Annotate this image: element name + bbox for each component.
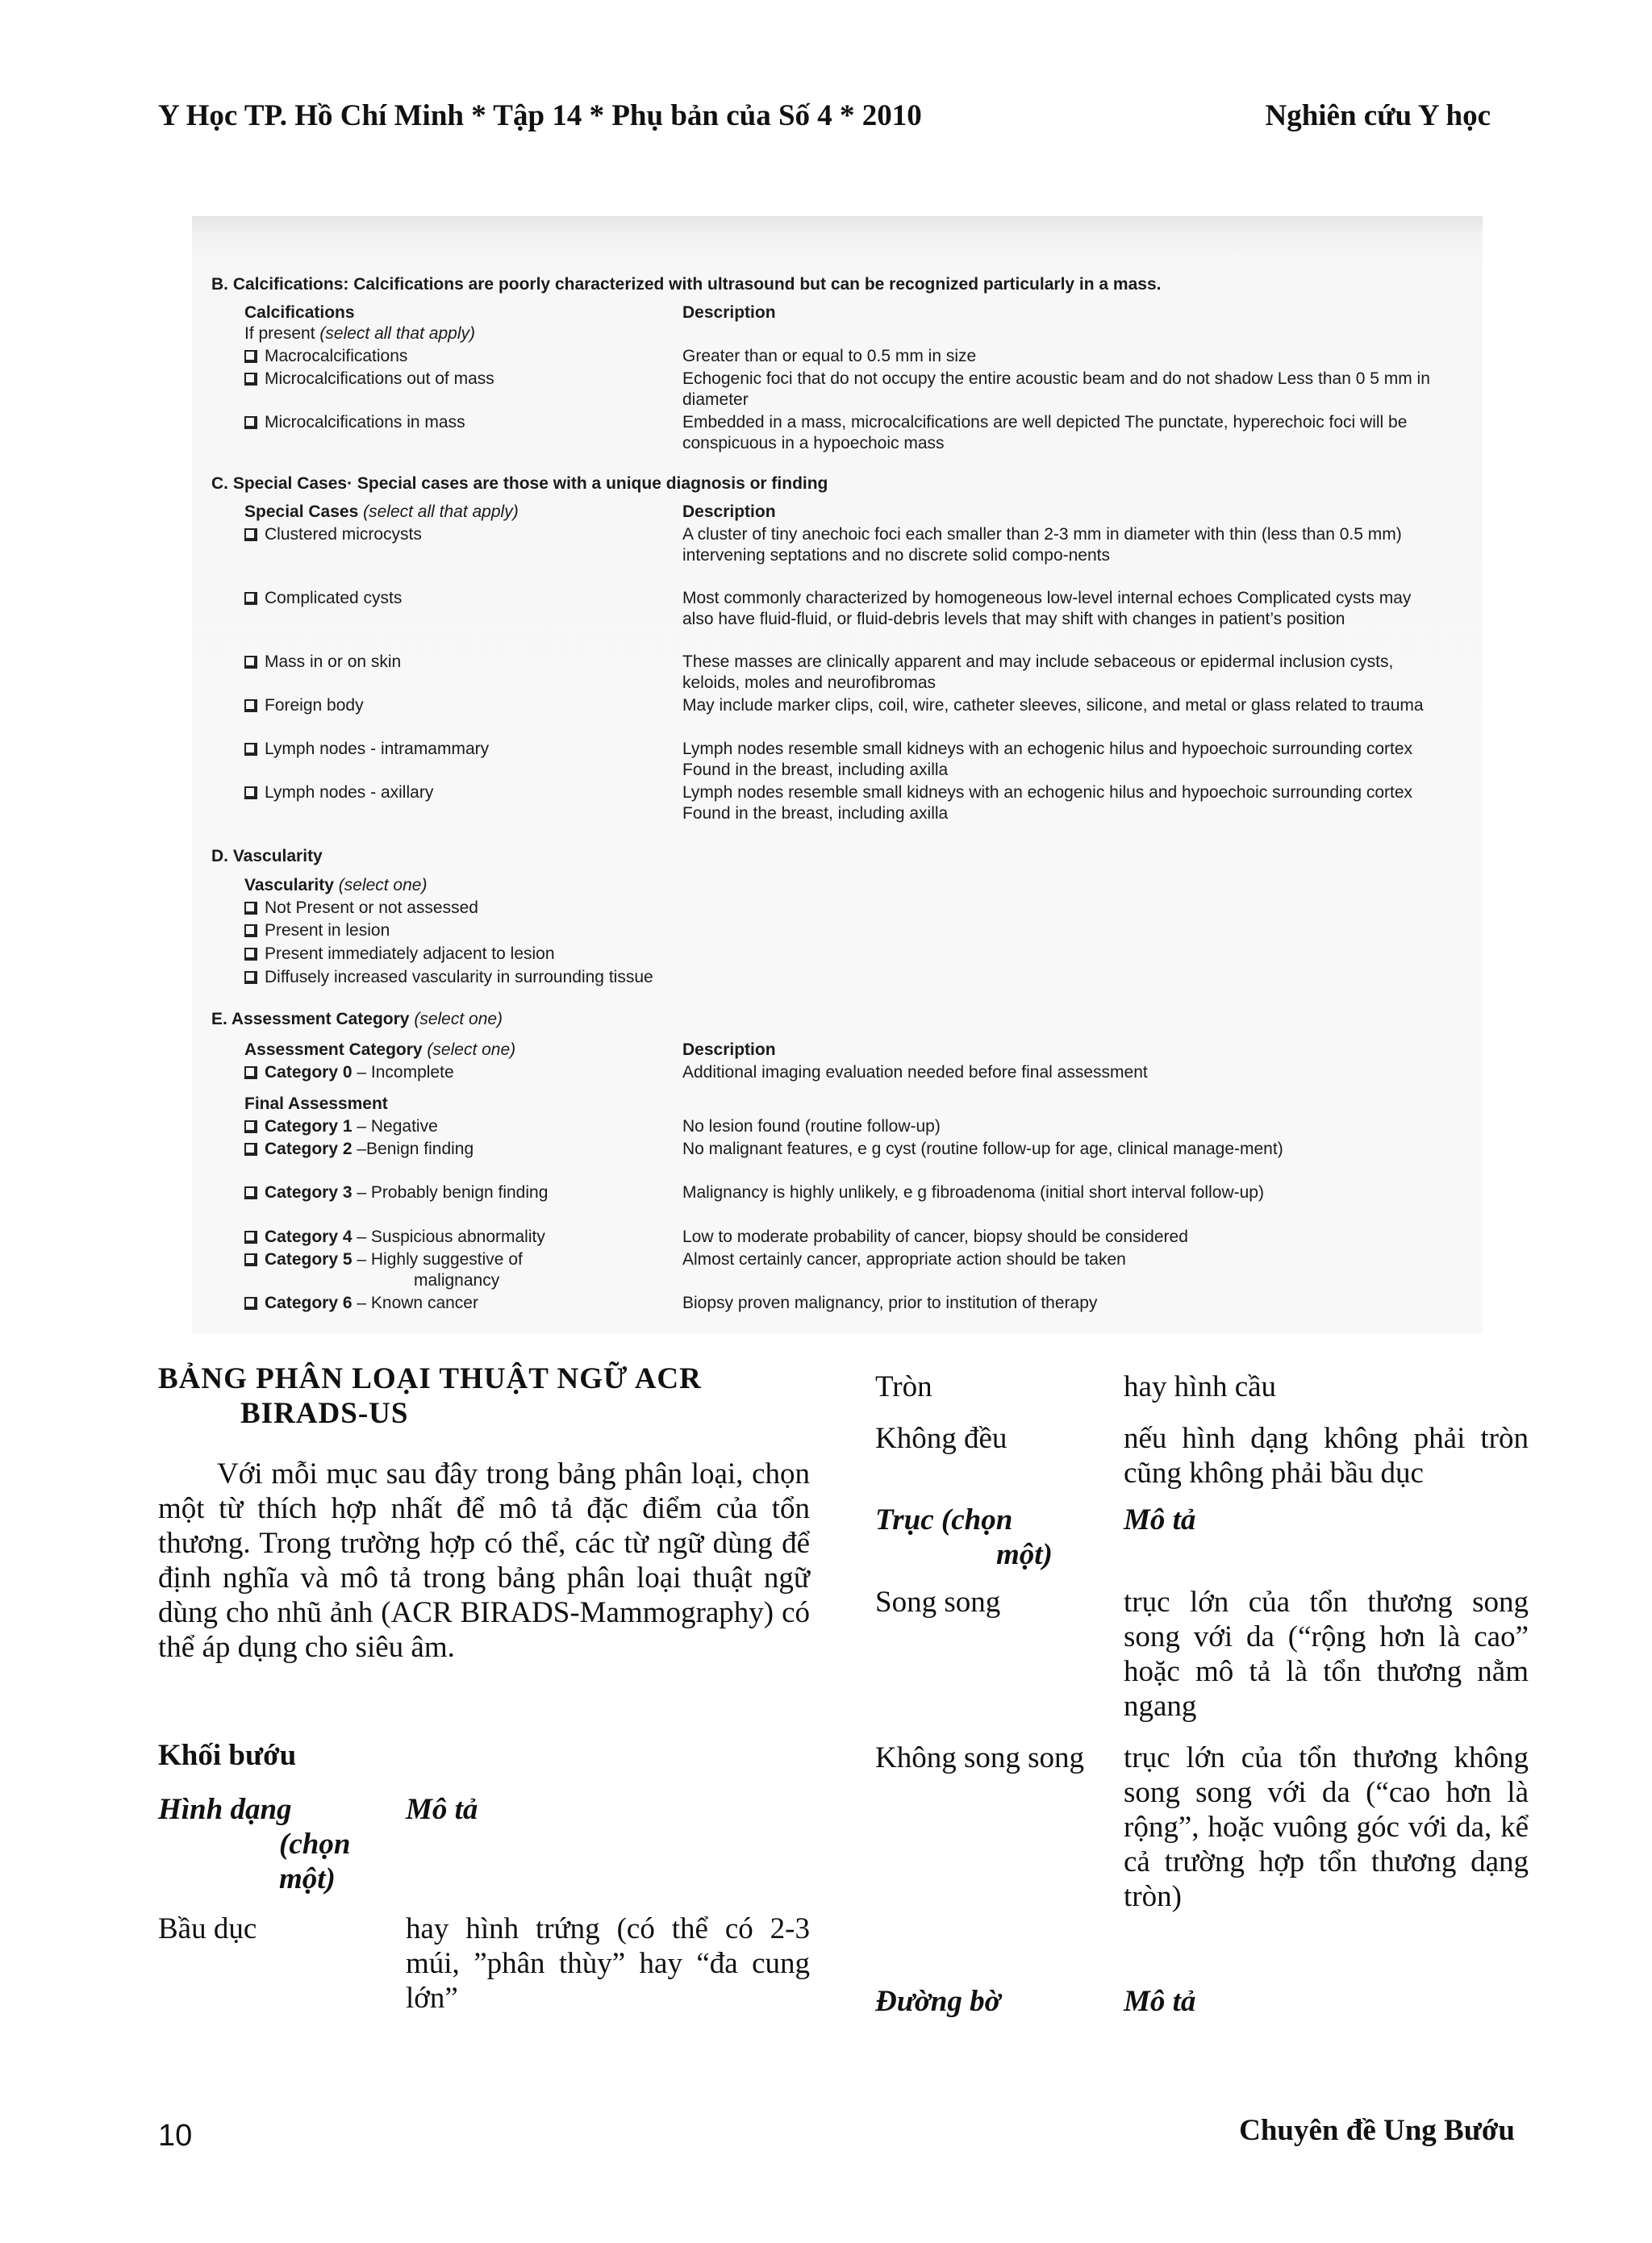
b-note: If present (select all that apply) <box>244 324 475 343</box>
checkbox-icon[interactable] <box>244 1143 257 1156</box>
checkbox-icon[interactable] <box>244 592 257 605</box>
heading-line-2: BIRADS-US <box>240 1397 409 1430</box>
checkbox-icon[interactable] <box>244 786 257 799</box>
e-item-cat1[interactable]: Category 1 – Negative <box>244 1116 438 1137</box>
checkbox-icon[interactable] <box>244 416 257 429</box>
page-number: 10 <box>158 2119 193 2153</box>
checkbox-icon[interactable] <box>244 350 257 363</box>
footer-topic: Chuyên đề Ung Bướu <box>1239 2114 1515 2147</box>
term-parallel: Song song <box>875 1586 1001 1619</box>
checkbox-icon[interactable] <box>244 1297 257 1310</box>
checkbox-icon[interactable] <box>244 656 257 669</box>
c-item-skin[interactable]: Mass in or on skin <box>244 652 401 673</box>
b-desc-micro-out: Echogenic foci that do not occupy the entire acoustic beam and do not shadow Less than 0 5 mm in diameter <box>682 369 1430 409</box>
c-item-microcysts[interactable]: Clustered microcysts <box>244 524 422 545</box>
checkbox-icon[interactable] <box>244 1066 257 1079</box>
e-desc-cat5: Almost certainly cancer, appropriate action should be taken <box>682 1250 1126 1269</box>
checkbox-icon[interactable] <box>244 1186 257 1199</box>
c-desc-microcysts: A cluster of tiny anechoic foci each smaller than 2-3 mm in diameter with thin (less than 0.5 mm) intervening septations and no discrete solid compo-nents <box>682 525 1402 565</box>
margin-header: Đường bờ <box>875 1985 1001 2018</box>
e-final-assessment: Final Assessment <box>244 1094 388 1113</box>
b-item-macro[interactable]: Macrocalcifications <box>244 346 407 367</box>
e-desc-cat1: No lesion found (routine follow-up) <box>682 1117 941 1136</box>
term-nonparallel: Không song song <box>875 1741 1085 1774</box>
intro-paragraph: Với mỗi mục sau đây trong bảng phân loại, chọn một từ thích hợp nhất để mô tả đặc điểm của tổn thương. Trong trường hợp có thể, các từ ngữ dùng để định nghĩa và mô tả trong bảng phân loại thuật ngữ dùng cho nhũ ảnh (ACR BIRADS-Mammography) có thể áp dụng cho siêu âm. <box>158 1457 810 1664</box>
d-col1-header: Vascularity (select one) <box>244 876 428 894</box>
desc-round: hay hình cầu <box>1124 1370 1277 1403</box>
c-desc-skin: These masses are clinically apparent and may include sebaceous or epidermal inclusion cysts, keloids, moles and neurofibromas <box>682 652 1394 692</box>
e-desc-cat0: Additional imaging evaluation needed before final assessment <box>682 1063 1148 1082</box>
c-item-lymph-axillary[interactable]: Lymph nodes - axillary <box>244 782 433 803</box>
term-round: Tròn <box>875 1370 932 1403</box>
desc-nonparallel: trục lớn của tổn thương không song song với da (“cao hơn là rộng”, hoặc vuông góc với da, kể cả trường hợp tổn thương dạng tròn) <box>1124 1741 1529 1913</box>
c-item-foreign[interactable]: Foreign body <box>244 695 364 716</box>
shape-desc-header: Mô tả <box>406 1793 478 1826</box>
margin-desc-header: Mô tả <box>1124 1985 1196 2018</box>
section-c-title: C. Special Cases· Special cases are those with a unique diagnosis or finding <box>211 474 828 493</box>
e-col2-header: Description <box>682 1040 776 1059</box>
heading-line-1: BẢNG PHÂN LOẠI THUẬT NGỮ ACR <box>158 1362 702 1395</box>
shape-header: Hình dạng (chọn một) <box>158 1793 351 1895</box>
desc-oval: hay hình trứng (có thể có 2-3 múi, ”phân thùy” hay “đa cung lớn” <box>406 1912 810 2015</box>
section-b-title: B. Calcifications: Calcifications are poorly characterized with ultrasound but can be recognized particularly in a mass. <box>211 275 1162 294</box>
e-desc-cat4: Low to moderate probability of cancer, biopsy should be considered <box>682 1228 1188 1246</box>
e-item-cat0[interactable]: Category 0 – Incomplete <box>244 1062 454 1083</box>
b-desc-macro: Greater than or equal to 0.5 mm in size <box>682 347 977 365</box>
e-desc-cat3: Malignancy is highly unlikely, e g fibroadenoma (initial short interval follow-up) <box>682 1183 1264 1202</box>
section-d-title: D. Vascularity <box>211 847 323 865</box>
d-item-0[interactable]: Not Present or not assessed <box>244 898 478 919</box>
term-irregular: Không đều <box>875 1422 1007 1455</box>
checkbox-icon[interactable] <box>244 948 257 961</box>
desc-parallel: trục lớn của tổn thương song song với da (“rộng hơn là cao” hoặc mô tả là tổn thương nằm ngang <box>1124 1586 1529 1723</box>
c-col1-header: Special Cases (select all that apply) <box>244 502 519 521</box>
checkbox-icon[interactable] <box>244 699 257 712</box>
subheading-khoi-buou: Khối bướu <box>158 1739 297 1772</box>
checkbox-icon[interactable] <box>244 924 257 937</box>
e-item-cat5[interactable]: Category 5 – Highly suggestive of <box>244 1249 523 1270</box>
e-item-cat2[interactable]: Category 2 –Benign finding <box>244 1139 473 1160</box>
c-col2-header: Description <box>682 502 776 521</box>
c-desc-foreign: May include marker clips, coil, wire, catheter sleeves, silicone, and metal or glass related to trauma <box>682 696 1424 715</box>
section-header: Nghiên cứu Y học <box>1265 99 1491 132</box>
c-item-complicated[interactable]: Complicated cysts <box>244 588 402 609</box>
e-desc-cat2: No malignant features, e g cyst (routine follow-up for age, clinical manage-ment) <box>682 1140 1283 1158</box>
checkbox-icon[interactable] <box>244 971 257 984</box>
e-item-cat6[interactable]: Category 6 – Known cancer <box>244 1293 478 1314</box>
term-oval: Bầu dục <box>158 1912 257 1945</box>
b-col1-header: Calcifications <box>244 303 355 322</box>
journal-header: Y Học TP. Hồ Chí Minh * Tập 14 * Phụ bản của Số 4 * 2010 <box>158 99 922 132</box>
checkbox-icon[interactable] <box>244 902 257 915</box>
b-desc-micro-in: Embedded in a mass, microcalcifications are well depicted The punctate, hyperechoic foci will be conspicuous in a hypoechoic mass <box>682 413 1408 452</box>
scanned-birads-table <box>192 216 1483 1333</box>
checkbox-icon[interactable] <box>244 528 257 541</box>
b-item-micro-out[interactable]: Microcalcifications out of mass <box>244 369 494 390</box>
section-heading <box>158 1361 810 1431</box>
b-item-micro-in[interactable]: Microcalcifications in mass <box>244 412 465 433</box>
e-desc-cat6: Biopsy proven malignancy, prior to institution of therapy <box>682 1294 1098 1312</box>
checkbox-icon[interactable] <box>244 1231 257 1244</box>
e-item-cat4[interactable]: Category 4 – Suspicious abnormality <box>244 1227 545 1248</box>
checkbox-icon[interactable] <box>244 1120 257 1133</box>
checkbox-icon[interactable] <box>244 373 257 386</box>
c-item-lymph-intra[interactable]: Lymph nodes - intramammary <box>244 739 489 760</box>
e-col1-header: Assessment Category (select one) <box>244 1040 516 1059</box>
c-desc-lymph-axillary: Lymph nodes resemble small kidneys with an echogenic hilus and hypoechoic surrounding cortex Found in the breast, including axilla <box>682 783 1413 823</box>
d-item-1[interactable]: Present in lesion <box>244 920 390 941</box>
b-col2-header: Description <box>682 303 776 322</box>
e-item-cat3[interactable]: Category 3 – Probably benign finding <box>244 1182 548 1203</box>
axis-header: Trục (chọn một) <box>875 1503 1053 1571</box>
desc-irregular: nếu hình dạng không phải tròn cũng không phải bầu dục <box>1124 1422 1529 1490</box>
section-e-title: E. Assessment Category (select one) <box>211 1010 503 1028</box>
axis-desc-header: Mô tả <box>1124 1503 1196 1536</box>
e-item-cat5-cont: malignancy <box>414 1271 500 1290</box>
checkbox-icon[interactable] <box>244 743 257 756</box>
c-desc-complicated: Most commonly characterized by homogeneous low-level internal echoes Complicated cysts may also have fluid-fluid, or fluid-debris levels that may shift with changes in patient’s position <box>682 589 1412 628</box>
d-item-3[interactable]: Diffusely increased vascularity in surrounding tissue <box>244 967 653 988</box>
d-item-2[interactable]: Present immediately adjacent to lesion <box>244 944 555 965</box>
checkbox-icon[interactable] <box>244 1253 257 1266</box>
c-desc-lymph-intra: Lymph nodes resemble small kidneys with an echogenic hilus and hypoechoic surrounding cortex Found in the breast, including axilla <box>682 740 1413 779</box>
